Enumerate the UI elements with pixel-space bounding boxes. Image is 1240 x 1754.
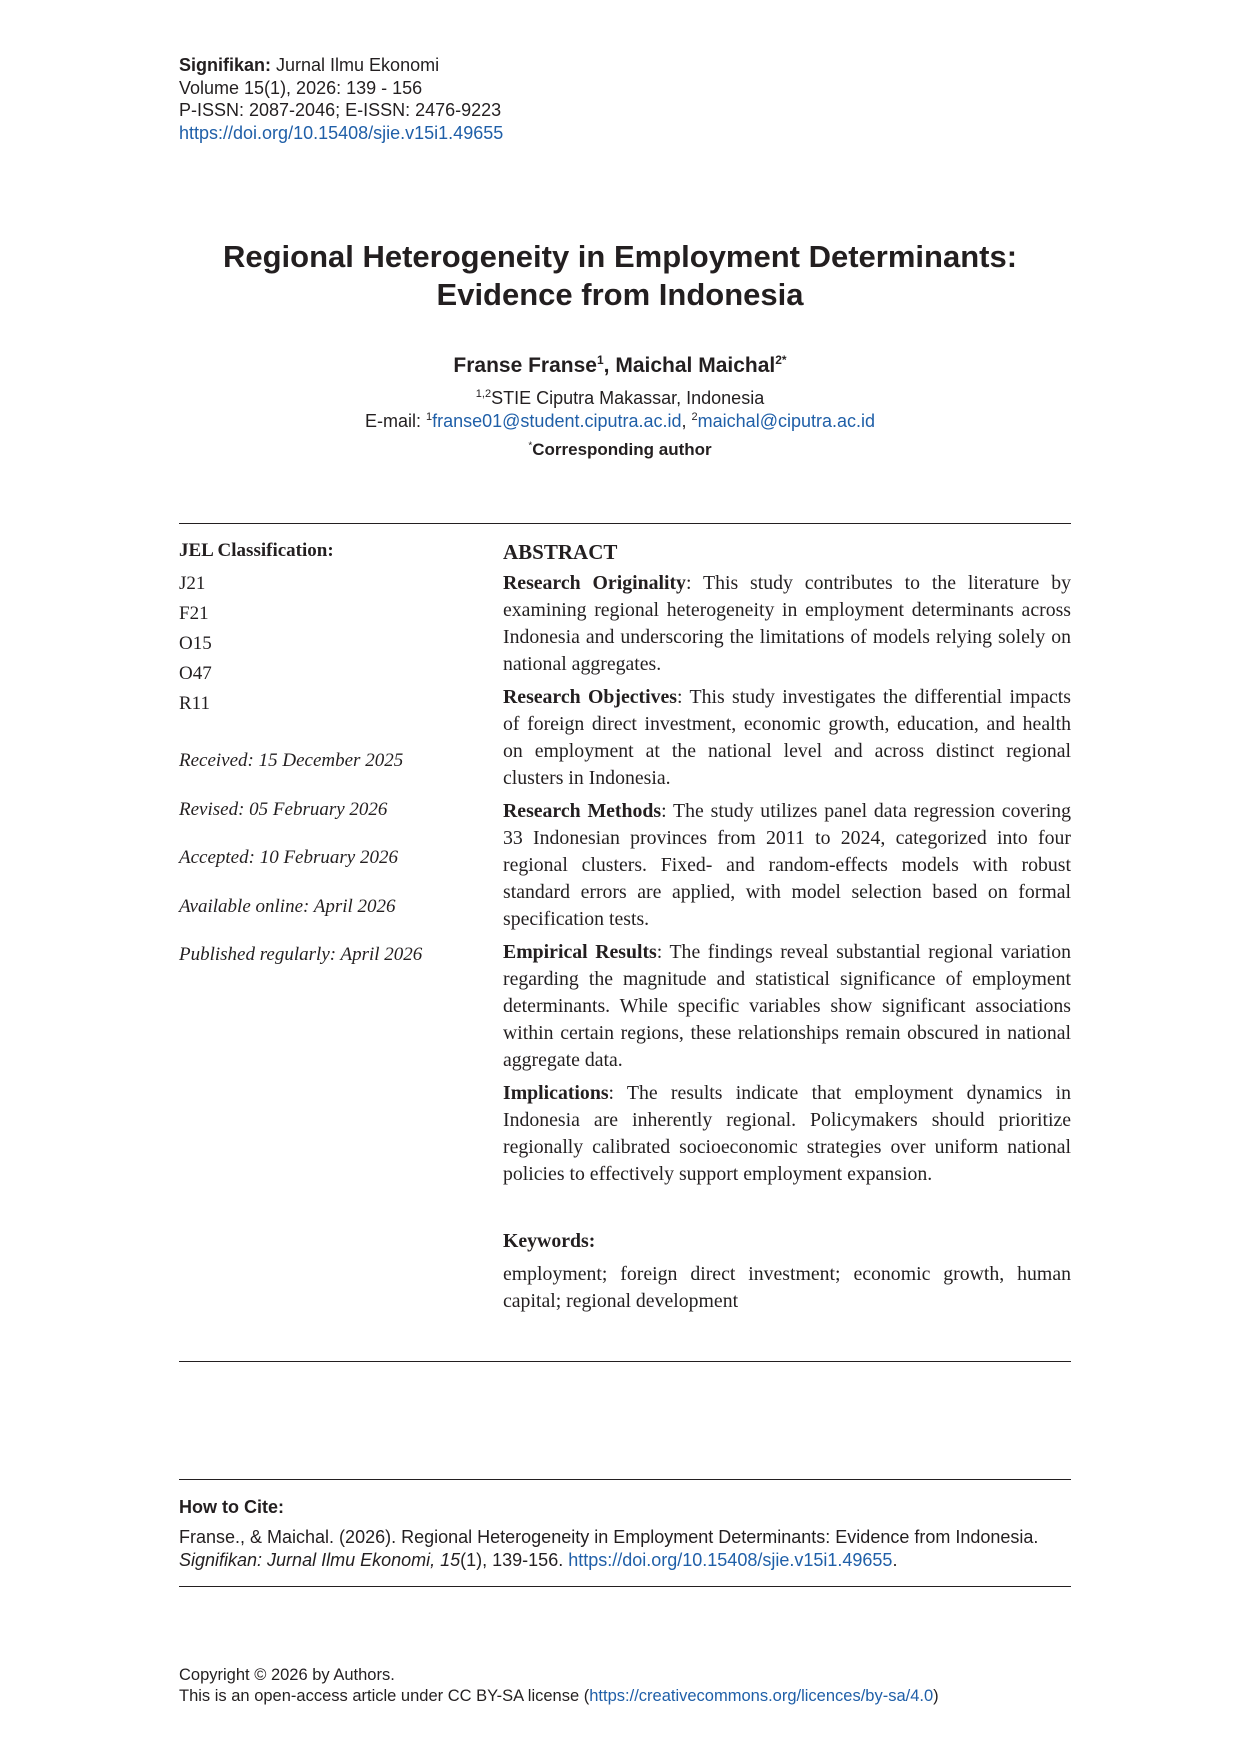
- abstract-label: Research Objectives: [503, 686, 677, 708]
- abstract-paragraph: [503, 570, 1071, 678]
- abstract-text: : The findings reveal substantial regional variation regarding the magnitude and statistical significance of employment determinants. While specific variables show significant associations within certain regions, these relationships remain obscured in national aggregate data.: [503, 941, 1071, 1071]
- issn-info: P-ISSN: 2087-2046; E-ISSN: 2476-9223: [179, 100, 502, 120]
- abstract-label: Empirical Results: [503, 941, 657, 963]
- abstract-label: Research Originality: [503, 572, 686, 594]
- author-superscript: 1: [596, 353, 604, 367]
- cite-heading: How to Cite:: [179, 1497, 284, 1517]
- abstract-paragraph: [503, 1080, 1071, 1188]
- email-label: E-mail:: [364, 411, 426, 431]
- author-name: Franse Franse: [453, 354, 597, 377]
- abstract-text: : The study utilizes panel data regression covering 33 Indonesian provinces from 2011 to 2024, categorized into four regional clusters. Fixed- and random-effects models with robust standard errors are applied, with model selection based on formal specification tests.: [503, 800, 1071, 930]
- citation-text: Franse., & Maichal. (2026). Regional Heterogeneity in Employment Determinants: Evidence from Indonesia.: [179, 1527, 1039, 1547]
- email-link[interactable]: franse01@student.ciputra.ac.id: [432, 411, 682, 431]
- date-revised: Revised: 05 February 2026: [179, 798, 388, 820]
- abstract-text: : This study contributes to the literature by examining regional heterogeneity in employment determinants across Indonesia and underscoring the limitations of models relying solely on national aggregates.: [503, 572, 1071, 675]
- journal-header: [179, 54, 503, 144]
- date-accepted: Accepted: 10 February 2026: [179, 847, 398, 868]
- email-link[interactable]: maichal@ciputra.ac.id: [697, 411, 876, 431]
- affiliation-superscript: 1,2: [475, 388, 492, 400]
- journal-name-line: [179, 54, 503, 77]
- paper-title: [150, 238, 1090, 314]
- affiliation: [150, 388, 1090, 409]
- abstract-label: Implications: [503, 1082, 609, 1104]
- email-separator: ,: [681, 411, 692, 431]
- keywords-heading: Keywords:: [503, 1230, 596, 1252]
- date-received: Received: 15 December 2025: [179, 750, 404, 771]
- email-superscript: 2: [691, 411, 698, 423]
- author-list: [150, 354, 1090, 378]
- abstract-label: Research Methods: [503, 800, 662, 822]
- title-line-2: Evidence from Indonesia: [436, 277, 804, 312]
- citation-end: .: [892, 1550, 898, 1570]
- jel-code: J21: [179, 573, 206, 594]
- author-separator: ,: [603, 354, 616, 377]
- citation-doi-link[interactable]: https://doi.org/10.15408/sjie.v15i1.49655: [568, 1550, 893, 1570]
- corresponding-superscript: *: [528, 440, 533, 452]
- license-line: [179, 1686, 939, 1707]
- email-line: [150, 411, 1090, 432]
- jel-heading: JEL Classification:: [179, 540, 334, 561]
- keywords-text: employment; foreign direct investment; economic growth, human capital; regional development: [503, 1263, 1071, 1312]
- abstract-bottom-divider: [179, 1361, 1071, 1362]
- abstract-paragraph: [503, 798, 1071, 933]
- jel-code: F21: [179, 603, 209, 624]
- jel-code: R11: [179, 693, 210, 714]
- cite-top-divider: [179, 1479, 1071, 1480]
- author-name: Maichal Maichal: [615, 354, 776, 377]
- abstract-heading: ABSTRACT: [503, 540, 618, 564]
- doi-link[interactable]: https://doi.org/10.15408/sjie.v15i1.49655: [179, 122, 504, 143]
- title-line-1: Regional Heterogeneity in Employment Determinants:: [222, 239, 1018, 274]
- jel-code: O47: [179, 663, 212, 684]
- date-online: Available online: April 2026: [179, 895, 396, 917]
- author-superscript: 2*: [775, 353, 787, 367]
- citation-journal: Signifikan: Jurnal Ilmu Ekonomi, 15: [179, 1550, 461, 1570]
- license-text: This is an open-access article under CC BY-SA license (: [179, 1687, 590, 1705]
- article-info-column: [179, 540, 469, 980]
- affiliation-text: STIE Ciputra Makassar, Indonesia: [491, 388, 765, 408]
- corresponding-author-note: [150, 440, 1090, 460]
- abstract-paragraph: [503, 684, 1071, 792]
- jel-code: O15: [179, 633, 212, 654]
- abstract-column: [503, 538, 1071, 1315]
- license-close: ): [933, 1687, 939, 1705]
- citation-pages: (1), 139-156.: [460, 1550, 569, 1570]
- email-superscript: 1: [425, 411, 433, 423]
- article-dates: [179, 737, 469, 980]
- corresponding-text: Corresponding author: [532, 440, 712, 459]
- copyright-footer: [179, 1665, 939, 1707]
- abstract-top-divider: [179, 523, 1071, 524]
- journal-name: Jurnal Ilmu Ekonomi: [271, 55, 440, 75]
- cite-bottom-divider: [179, 1586, 1071, 1587]
- copyright-text: Copyright © 2026 by Authors.: [179, 1666, 395, 1684]
- abstract-text: : The results indicate that employment dynamics in Indonesia are inherently regional. Policymakers should prioritize regionally calibrated socioeconomic strategies over uniform national policies to effectively support employment expansion.: [503, 1082, 1071, 1185]
- volume-info: Volume 15(1), 2026: 139 - 156: [179, 77, 423, 98]
- abstract-paragraph: [503, 939, 1071, 1074]
- date-published: Published regularly: April 2026: [179, 944, 423, 965]
- license-link[interactable]: https://creativecommons.org/licences/by-sa/4.0: [589, 1687, 934, 1705]
- abstract-text: : This study investigates the differential impacts of foreign direct investment, economic growth, education, and health on employment at the national level and across distinct regional clusters in Indonesia.: [503, 686, 1071, 789]
- journal-label: Signifikan:: [179, 55, 272, 75]
- citation: [179, 1526, 1071, 1572]
